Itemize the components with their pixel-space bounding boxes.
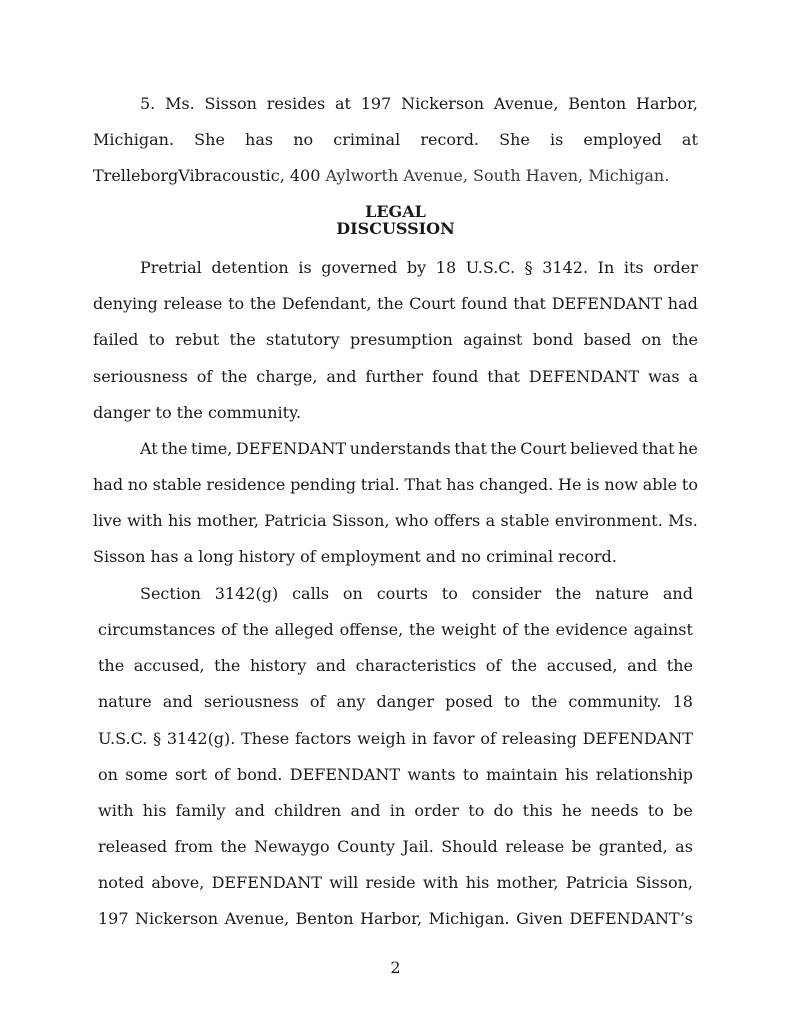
- word: found: [461, 294, 508, 313]
- pretrial-line-2: [93, 294, 698, 314]
- word: Harbor,: [360, 909, 423, 928]
- word: Michigan.: [93, 130, 175, 149]
- word: consider: [471, 584, 542, 603]
- word: history: [249, 656, 307, 675]
- word: evidence: [555, 620, 628, 639]
- pretrial-line-3: [93, 330, 698, 350]
- word: the: [409, 620, 436, 639]
- word: Avenue,: [224, 909, 290, 928]
- word: the: [666, 656, 693, 675]
- word: that: [454, 439, 487, 458]
- word: maintain: [486, 765, 558, 784]
- word: alleged: [274, 620, 334, 639]
- word: DEFENDANT: [289, 765, 401, 784]
- word: failed: [93, 330, 139, 349]
- word: 5.: [140, 94, 156, 113]
- word: release: [163, 294, 223, 313]
- word: live: [93, 511, 122, 530]
- word: Pretrial: [140, 258, 202, 277]
- word: at: [681, 130, 698, 149]
- word: by: [406, 258, 427, 277]
- word: trial.: [360, 475, 400, 494]
- word: the: [510, 656, 538, 675]
- word: Given: [516, 909, 563, 928]
- word: Avenue,: [493, 94, 559, 113]
- word: seriousness: [93, 367, 188, 386]
- word: a: [688, 367, 698, 386]
- word: granted,: [598, 837, 668, 856]
- word: DEFENDANT: [582, 729, 693, 748]
- word: the: [249, 294, 277, 313]
- word: that: [513, 294, 546, 313]
- section-line-5: [98, 729, 693, 749]
- word: Court: [520, 439, 567, 458]
- word: changed.: [479, 475, 554, 494]
- word: reside: [365, 873, 416, 892]
- word: in: [389, 801, 406, 820]
- section-line-2: [98, 620, 693, 640]
- word: be: [673, 801, 693, 820]
- word: Nickerson: [401, 94, 485, 113]
- word: based: [583, 330, 632, 349]
- word: stable: [500, 511, 550, 530]
- word: above,: [151, 873, 205, 892]
- pretrial-line-5: danger to the community.: [93, 403, 302, 422]
- word: wants: [407, 765, 456, 784]
- word: on: [98, 765, 118, 784]
- word: to: [148, 330, 165, 349]
- word: She: [194, 130, 225, 149]
- word: That: [404, 475, 442, 494]
- word: residence: [206, 475, 286, 494]
- word: on: [342, 584, 363, 603]
- word: children: [274, 801, 342, 820]
- word: §: [524, 258, 533, 277]
- word: the: [214, 656, 241, 675]
- word: weigh: [357, 729, 406, 748]
- word: to: [503, 692, 521, 711]
- word: bond: [532, 330, 574, 349]
- word: from: [174, 837, 213, 856]
- word: had: [93, 475, 124, 494]
- word: DEFENDANT: [551, 294, 663, 313]
- word: do: [493, 801, 514, 820]
- section-heading-line-2: DISCUSSION: [336, 219, 455, 238]
- word: and: [350, 801, 381, 820]
- word: seriousness: [203, 692, 299, 711]
- word: he: [561, 801, 582, 820]
- word: Benton: [568, 94, 627, 113]
- word: and: [326, 367, 357, 386]
- word: resides: [266, 94, 326, 113]
- word: nature: [595, 584, 649, 603]
- page-number: 2: [390, 958, 401, 977]
- section-line-3: [98, 656, 693, 676]
- word: the: [242, 620, 269, 639]
- word: Sisson,: [332, 511, 390, 530]
- employer-address: Aylworth Avenue, South Haven, Michigan.: [325, 166, 670, 185]
- word: accused,: [133, 656, 205, 675]
- word: mother,: [196, 511, 259, 530]
- word: 3142.: [542, 258, 589, 277]
- word: denying: [93, 294, 158, 313]
- word: pending: [290, 475, 356, 494]
- word: a: [485, 511, 496, 530]
- word: the: [490, 439, 517, 458]
- word: the: [220, 837, 247, 856]
- word: Section: [140, 584, 201, 603]
- section-line-1: [140, 584, 693, 604]
- time-line-4: Sisson has a long history of employment and no criminal record.: [93, 547, 617, 566]
- word: in: [411, 729, 428, 748]
- word: against: [633, 620, 693, 639]
- word: be: [571, 837, 592, 856]
- word: to: [462, 765, 479, 784]
- word: sort: [174, 765, 207, 784]
- word: DEFENDANT: [235, 439, 347, 458]
- word: has: [245, 130, 274, 149]
- word: weight: [441, 620, 497, 639]
- word: 3142(g): [214, 584, 279, 603]
- word: of: [221, 620, 237, 639]
- word: community.: [568, 692, 662, 711]
- word: and: [234, 801, 265, 820]
- word: record.: [420, 130, 480, 149]
- word: the: [555, 584, 582, 603]
- word: with: [98, 801, 134, 820]
- word: is: [549, 130, 564, 149]
- word: the: [523, 620, 550, 639]
- pretrial-line-1: [140, 258, 698, 278]
- word: the: [671, 330, 698, 349]
- word: is: [298, 258, 312, 277]
- word: She: [499, 130, 530, 149]
- word: and: [627, 656, 658, 675]
- word: some: [125, 765, 168, 784]
- word: Newaygo: [254, 837, 330, 856]
- word: of: [502, 620, 518, 639]
- word: favor: [432, 729, 475, 748]
- word: criminal: [333, 130, 401, 149]
- word: 3142(g).: [166, 729, 236, 748]
- word: Patricia: [565, 873, 629, 892]
- word: County: [337, 837, 396, 856]
- word: U.S.C.: [465, 258, 516, 277]
- word: 197: [98, 909, 129, 928]
- word: needs: [590, 801, 639, 820]
- word: and: [662, 584, 693, 603]
- word: the: [531, 692, 558, 711]
- word: §: [153, 729, 162, 748]
- word: his: [167, 511, 192, 530]
- section-line-6: [98, 765, 693, 785]
- word: is: [586, 475, 600, 494]
- section-line-4: [98, 692, 693, 712]
- word: He: [558, 475, 582, 494]
- word: was: [648, 367, 680, 386]
- word: These: [241, 729, 290, 748]
- section-line-7: [98, 801, 693, 821]
- word: the: [229, 330, 256, 349]
- word: accused,: [546, 656, 618, 675]
- word: characteristics: [355, 656, 477, 675]
- word: Jail.: [402, 837, 434, 856]
- word: statutory: [266, 330, 340, 349]
- word: any: [336, 692, 366, 711]
- word: rebut: [175, 330, 220, 349]
- word: to: [647, 801, 664, 820]
- word: of: [480, 729, 496, 748]
- word: time,: [191, 439, 233, 458]
- word: employed: [583, 130, 662, 149]
- word: now: [604, 475, 638, 494]
- word: DEFENDANT: [528, 367, 640, 386]
- word: presumption: [350, 330, 453, 349]
- section-heading-line-1: LEGAL: [365, 202, 426, 221]
- word: mother,: [496, 873, 559, 892]
- word: Benton: [295, 909, 354, 928]
- word: Nickerson: [135, 909, 219, 928]
- word: that: [487, 367, 520, 386]
- word: Ms.: [165, 94, 195, 113]
- word: 197: [360, 94, 392, 113]
- word: At: [140, 439, 158, 458]
- word: his: [142, 801, 167, 820]
- word: to: [468, 801, 485, 820]
- pretrial-line-4: [93, 367, 698, 387]
- word: In: [597, 258, 615, 277]
- word: the: [221, 367, 248, 386]
- word: Defendant,: [281, 294, 372, 313]
- word: posed: [445, 692, 493, 711]
- word: circumstances: [98, 620, 216, 639]
- section-line-10: [98, 909, 693, 929]
- section-line-8: [98, 837, 693, 857]
- word: this: [522, 801, 553, 820]
- word: no: [127, 475, 148, 494]
- word: 18: [672, 692, 693, 711]
- word: Sisson: [204, 94, 257, 113]
- word: nature: [98, 692, 152, 711]
- word: DEFENDANT: [211, 873, 322, 892]
- word: on: [641, 330, 662, 349]
- word: noted: [98, 873, 145, 892]
- word: his: [465, 873, 490, 892]
- section-line-9: [98, 873, 693, 893]
- word: Court: [409, 294, 456, 313]
- word: understands: [349, 439, 451, 458]
- word: against: [463, 330, 523, 349]
- word: relationship: [595, 765, 693, 784]
- word: found: [431, 367, 479, 386]
- word: with: [422, 873, 459, 892]
- time-line-1: [140, 439, 698, 459]
- word: able: [642, 475, 678, 494]
- word: offers: [433, 511, 481, 530]
- word: at: [334, 94, 351, 113]
- word: to: [228, 294, 245, 313]
- paragraph-5-line-1: [140, 94, 698, 114]
- word: its: [623, 258, 644, 277]
- word: U.S.C.: [98, 729, 148, 748]
- word: courts: [376, 584, 428, 603]
- time-line-2: [93, 475, 698, 495]
- word: governed: [321, 258, 398, 277]
- word: no: [293, 130, 314, 149]
- word: will: [329, 873, 359, 892]
- paragraph-5-line-3: [93, 166, 669, 186]
- word: danger: [376, 692, 434, 711]
- word: of: [196, 367, 213, 386]
- word: further: [365, 367, 424, 386]
- word: has: [446, 475, 475, 494]
- word: had: [667, 294, 698, 313]
- word: as: [675, 837, 693, 856]
- word: Should: [441, 837, 498, 856]
- word: the: [98, 656, 125, 675]
- word: order: [653, 258, 698, 277]
- word: to: [441, 584, 458, 603]
- word: release: [505, 837, 565, 856]
- word: offense,: [339, 620, 404, 639]
- word: the: [377, 294, 404, 313]
- word: and: [162, 692, 193, 711]
- word: believed: [570, 439, 639, 458]
- time-line-3: [93, 511, 698, 531]
- word: of: [214, 765, 230, 784]
- word: and: [315, 656, 347, 675]
- word: who: [394, 511, 429, 530]
- paragraph-5-line-2: [93, 130, 698, 150]
- word: with: [127, 511, 163, 530]
- word: stable: [152, 475, 202, 494]
- word: Patricia: [264, 511, 327, 530]
- word: his: [564, 765, 589, 784]
- word: that: [641, 439, 675, 458]
- word: charge,: [256, 367, 318, 386]
- word: of: [309, 692, 326, 711]
- word: 18: [435, 258, 457, 277]
- word: Harbor,: [635, 94, 698, 113]
- word: order: [414, 801, 460, 820]
- word: the: [161, 439, 188, 458]
- word: he: [678, 439, 698, 458]
- word: Ms.: [668, 511, 698, 530]
- word: calls: [292, 584, 330, 603]
- word: bond.: [236, 765, 283, 784]
- employer-name: TrelleborgVibracoustic, 400: [93, 166, 321, 185]
- word: to: [681, 475, 698, 494]
- word: environment.: [554, 511, 663, 530]
- word: released: [98, 837, 168, 856]
- word: Michigan.: [428, 909, 510, 928]
- word: factors: [295, 729, 352, 748]
- word: detention: [211, 258, 289, 277]
- word: of: [485, 656, 502, 675]
- word: family: [175, 801, 226, 820]
- word: releasing: [501, 729, 577, 748]
- word: Sisson,: [635, 873, 693, 892]
- word: DEFENDANT’s: [569, 909, 693, 928]
